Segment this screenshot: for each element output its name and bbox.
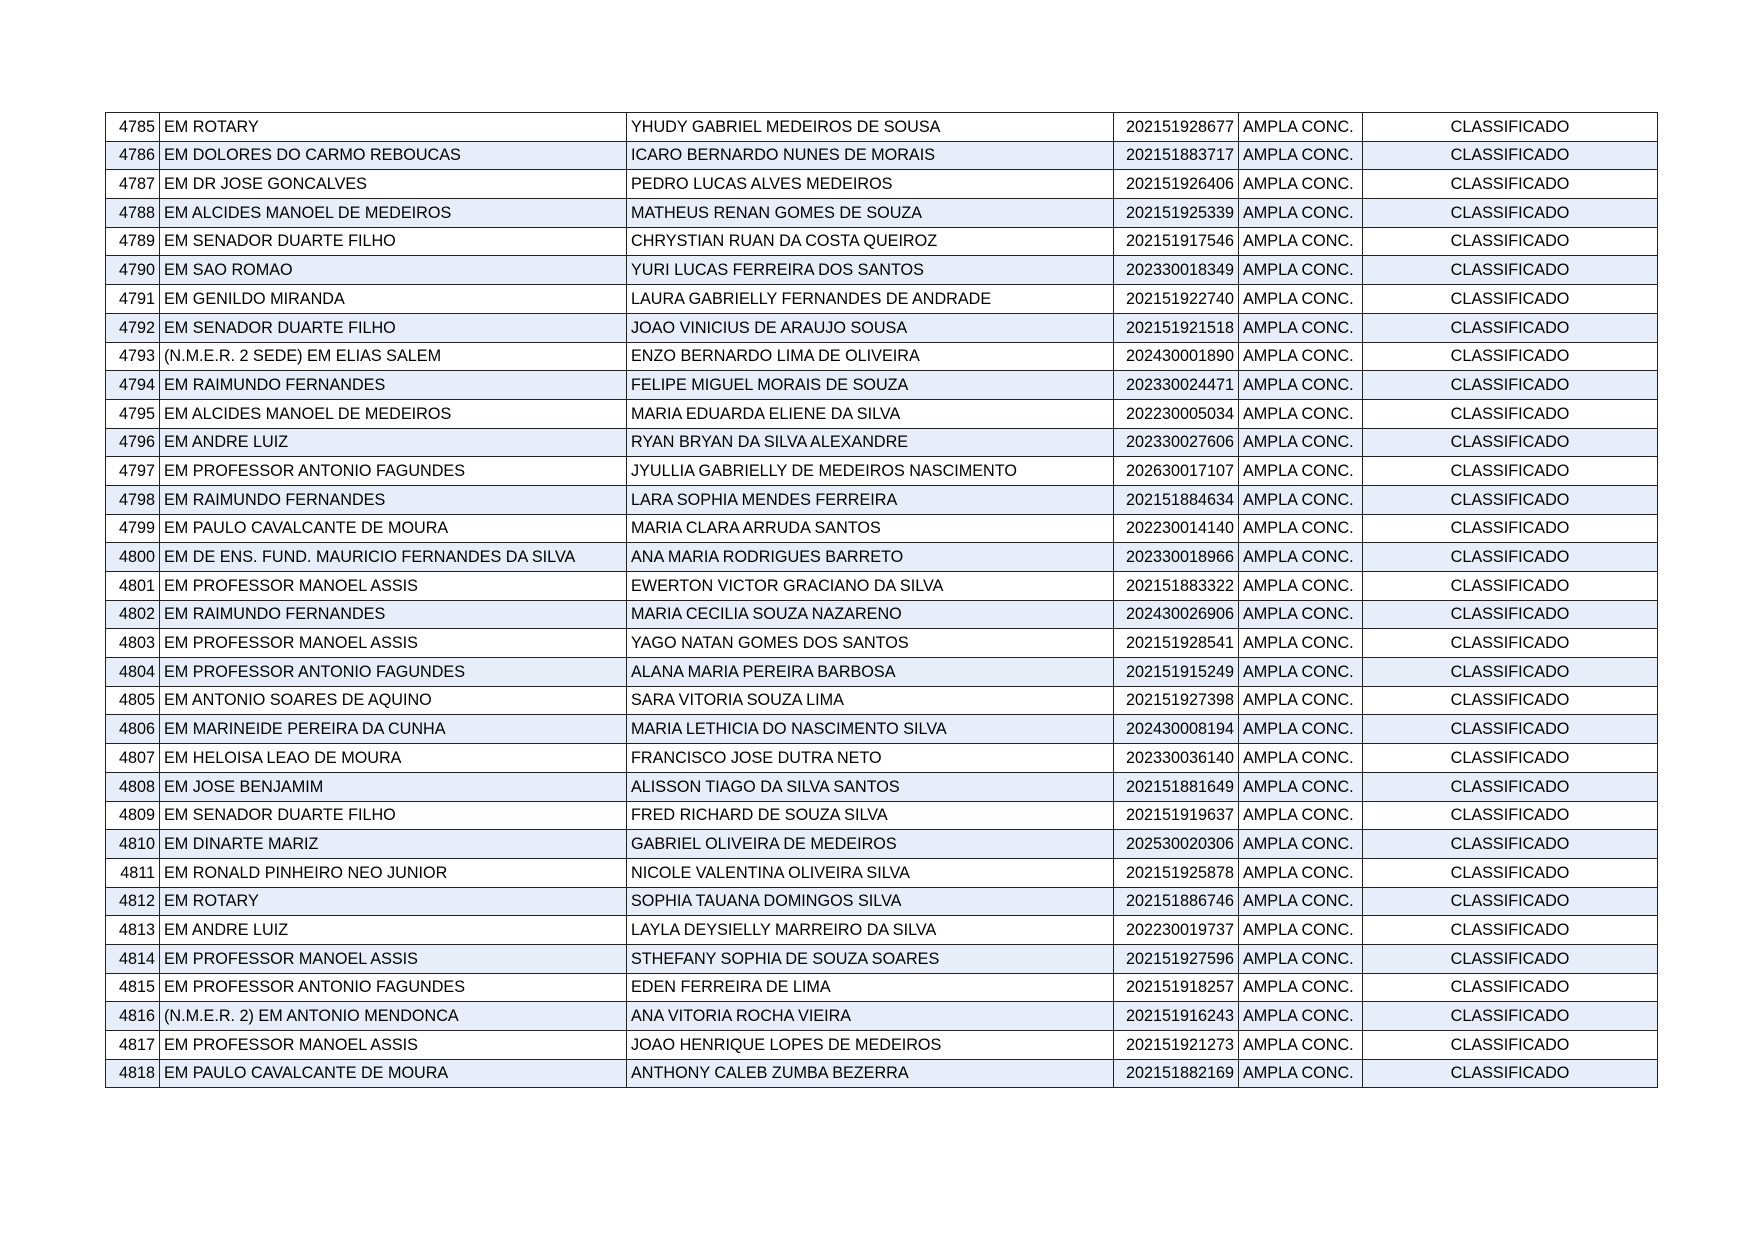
row-number: 4791 — [106, 285, 160, 314]
table-row — [106, 543, 1658, 572]
status-cell: CLASSIFICADO — [1363, 1031, 1658, 1060]
quota-cell: AMPLA CONC. — [1239, 600, 1363, 629]
quota-cell: AMPLA CONC. — [1239, 1002, 1363, 1031]
quota-cell: AMPLA CONC. — [1239, 944, 1363, 973]
student-name-cell: NICOLE VALENTINA OLIVEIRA SILVA — [627, 858, 1114, 887]
status-cell: CLASSIFICADO — [1363, 916, 1658, 945]
row-number: 4811 — [106, 858, 160, 887]
quota-cell: AMPLA CONC. — [1239, 170, 1363, 199]
school-cell: EM PROFESSOR ANTONIO FAGUNDES — [160, 658, 627, 687]
quota-cell: AMPLA CONC. — [1239, 399, 1363, 428]
registration-cell: 202530020306 — [1114, 830, 1239, 859]
registration-cell: 202151886746 — [1114, 887, 1239, 916]
row-number: 4815 — [106, 973, 160, 1002]
row-number: 4797 — [106, 457, 160, 486]
row-number: 4796 — [106, 428, 160, 457]
school-cell: EM ANTONIO SOARES DE AQUINO — [160, 686, 627, 715]
student-name-cell: ANA MARIA RODRIGUES BARRETO — [627, 543, 1114, 572]
registration-cell: 202230019737 — [1114, 916, 1239, 945]
registration-cell: 202430026906 — [1114, 600, 1239, 629]
row-number: 4790 — [106, 256, 160, 285]
status-cell: CLASSIFICADO — [1363, 342, 1658, 371]
quota-cell: AMPLA CONC. — [1239, 457, 1363, 486]
registration-cell: 202151928541 — [1114, 629, 1239, 658]
school-cell: EM ANDRE LUIZ — [160, 916, 627, 945]
row-number: 4816 — [106, 1002, 160, 1031]
status-cell: CLASSIFICADO — [1363, 399, 1658, 428]
table-row — [106, 256, 1658, 285]
quota-cell: AMPLA CONC. — [1239, 1031, 1363, 1060]
row-number: 4803 — [106, 629, 160, 658]
status-cell: CLASSIFICADO — [1363, 772, 1658, 801]
registration-cell: 202151928677 — [1114, 113, 1239, 142]
registration-cell: 202330024471 — [1114, 371, 1239, 400]
school-cell: EM MARINEIDE PEREIRA DA CUNHA — [160, 715, 627, 744]
table-row — [106, 1031, 1658, 1060]
student-name-cell: GABRIEL OLIVEIRA DE MEDEIROS — [627, 830, 1114, 859]
row-number: 4807 — [106, 744, 160, 773]
quota-cell: AMPLA CONC. — [1239, 227, 1363, 256]
table-row — [106, 629, 1658, 658]
quota-cell: AMPLA CONC. — [1239, 658, 1363, 687]
row-number: 4805 — [106, 686, 160, 715]
row-number: 4793 — [106, 342, 160, 371]
student-name-cell: MATHEUS RENAN GOMES DE SOUZA — [627, 199, 1114, 228]
status-cell: CLASSIFICADO — [1363, 285, 1658, 314]
quota-cell: AMPLA CONC. — [1239, 772, 1363, 801]
row-number: 4813 — [106, 916, 160, 945]
student-name-cell: ANA VITORIA ROCHA VIEIRA — [627, 1002, 1114, 1031]
registration-cell: 202151922740 — [1114, 285, 1239, 314]
quota-cell: AMPLA CONC. — [1239, 141, 1363, 170]
registration-cell: 202151915249 — [1114, 658, 1239, 687]
table-row — [106, 113, 1658, 142]
school-cell: EM HELOISA LEAO DE MOURA — [160, 744, 627, 773]
table-row — [106, 572, 1658, 601]
status-cell: CLASSIFICADO — [1363, 170, 1658, 199]
school-cell: EM RAIMUNDO FERNANDES — [160, 485, 627, 514]
school-cell: EM SENADOR DUARTE FILHO — [160, 227, 627, 256]
quota-cell: AMPLA CONC. — [1239, 428, 1363, 457]
school-cell: EM ALCIDES MANOEL DE MEDEIROS — [160, 399, 627, 428]
school-cell: (N.M.E.R. 2) EM ANTONIO MENDONCA — [160, 1002, 627, 1031]
status-cell: CLASSIFICADO — [1363, 428, 1658, 457]
table-row — [106, 858, 1658, 887]
school-cell: EM PROFESSOR MANOEL ASSIS — [160, 944, 627, 973]
status-cell: CLASSIFICADO — [1363, 1002, 1658, 1031]
quota-cell: AMPLA CONC. — [1239, 199, 1363, 228]
status-cell: CLASSIFICADO — [1363, 313, 1658, 342]
row-number: 4808 — [106, 772, 160, 801]
student-name-cell: YHUDY GABRIEL MEDEIROS DE SOUSA — [627, 113, 1114, 142]
row-number: 4809 — [106, 801, 160, 830]
school-cell: EM ALCIDES MANOEL DE MEDEIROS — [160, 199, 627, 228]
status-cell: CLASSIFICADO — [1363, 801, 1658, 830]
status-cell: CLASSIFICADO — [1363, 858, 1658, 887]
quota-cell: AMPLA CONC. — [1239, 1059, 1363, 1088]
student-name-cell: PEDRO LUCAS ALVES MEDEIROS — [627, 170, 1114, 199]
quota-cell: AMPLA CONC. — [1239, 113, 1363, 142]
student-name-cell: MARIA CECILIA SOUZA NAZARENO — [627, 600, 1114, 629]
quota-cell: AMPLA CONC. — [1239, 256, 1363, 285]
registration-cell: 202151881649 — [1114, 772, 1239, 801]
table-row — [106, 199, 1658, 228]
status-cell: CLASSIFICADO — [1363, 371, 1658, 400]
student-name-cell: FRED RICHARD DE SOUZA SILVA — [627, 801, 1114, 830]
student-name-cell: JOAO HENRIQUE LOPES DE MEDEIROS — [627, 1031, 1114, 1060]
row-number: 4798 — [106, 485, 160, 514]
student-name-cell: CHRYSTIAN RUAN DA COSTA QUEIROZ — [627, 227, 1114, 256]
row-number: 4817 — [106, 1031, 160, 1060]
school-cell: (N.M.E.R. 2 SEDE) EM ELIAS SALEM — [160, 342, 627, 371]
status-cell: CLASSIFICADO — [1363, 629, 1658, 658]
student-name-cell: ALANA MARIA PEREIRA BARBOSA — [627, 658, 1114, 687]
status-cell: CLASSIFICADO — [1363, 715, 1658, 744]
school-cell: EM GENILDO MIRANDA — [160, 285, 627, 314]
table-row — [106, 973, 1658, 1002]
school-cell: EM PROFESSOR MANOEL ASSIS — [160, 1031, 627, 1060]
row-number: 4794 — [106, 371, 160, 400]
status-cell: CLASSIFICADO — [1363, 658, 1658, 687]
status-cell: CLASSIFICADO — [1363, 227, 1658, 256]
quota-cell: AMPLA CONC. — [1239, 801, 1363, 830]
registration-cell: 202151917546 — [1114, 227, 1239, 256]
quota-cell: AMPLA CONC. — [1239, 858, 1363, 887]
quota-cell: AMPLA CONC. — [1239, 715, 1363, 744]
student-name-cell: ANTHONY CALEB ZUMBA BEZERRA — [627, 1059, 1114, 1088]
quota-cell: AMPLA CONC. — [1239, 830, 1363, 859]
quota-cell: AMPLA CONC. — [1239, 916, 1363, 945]
status-cell: CLASSIFICADO — [1363, 686, 1658, 715]
row-number: 4787 — [106, 170, 160, 199]
student-name-cell: YAGO NATAN GOMES DOS SANTOS — [627, 629, 1114, 658]
registration-cell: 202230005034 — [1114, 399, 1239, 428]
student-name-cell: FRANCISCO JOSE DUTRA NETO — [627, 744, 1114, 773]
quota-cell: AMPLA CONC. — [1239, 887, 1363, 916]
school-cell: EM RAIMUNDO FERNANDES — [160, 371, 627, 400]
student-name-cell: LAYLA DEYSIELLY MARREIRO DA SILVA — [627, 916, 1114, 945]
quota-cell: AMPLA CONC. — [1239, 285, 1363, 314]
table-row — [106, 514, 1658, 543]
row-number: 4812 — [106, 887, 160, 916]
school-cell: EM PAULO CAVALCANTE DE MOURA — [160, 1059, 627, 1088]
student-name-cell: LAURA GABRIELLY FERNANDES DE ANDRADE — [627, 285, 1114, 314]
student-name-cell: ENZO BERNARDO LIMA DE OLIVEIRA — [627, 342, 1114, 371]
status-cell: CLASSIFICADO — [1363, 485, 1658, 514]
status-cell: CLASSIFICADO — [1363, 944, 1658, 973]
table-row — [106, 399, 1658, 428]
student-name-cell: MARIA LETHICIA DO NASCIMENTO SILVA — [627, 715, 1114, 744]
row-number: 4795 — [106, 399, 160, 428]
student-name-cell: SARA VITORIA SOUZA LIMA — [627, 686, 1114, 715]
school-cell: EM JOSE BENJAMIM — [160, 772, 627, 801]
table-row — [106, 457, 1658, 486]
registration-cell: 202151882169 — [1114, 1059, 1239, 1088]
registration-cell: 202151884634 — [1114, 485, 1239, 514]
classification-table — [105, 112, 1658, 1088]
registration-cell: 202630017107 — [1114, 457, 1239, 486]
status-cell: CLASSIFICADO — [1363, 887, 1658, 916]
school-cell: EM ROTARY — [160, 887, 627, 916]
status-cell: CLASSIFICADO — [1363, 973, 1658, 1002]
status-cell: CLASSIFICADO — [1363, 256, 1658, 285]
row-number: 4785 — [106, 113, 160, 142]
table-row — [106, 1059, 1658, 1088]
student-name-cell: EDEN FERREIRA DE LIMA — [627, 973, 1114, 1002]
quota-cell: AMPLA CONC. — [1239, 629, 1363, 658]
student-name-cell: STHEFANY SOPHIA DE SOUZA SOARES — [627, 944, 1114, 973]
quota-cell: AMPLA CONC. — [1239, 485, 1363, 514]
school-cell: EM SENADOR DUARTE FILHO — [160, 801, 627, 830]
quota-cell: AMPLA CONC. — [1239, 514, 1363, 543]
school-cell: EM RONALD PINHEIRO NEO JUNIOR — [160, 858, 627, 887]
registration-cell: 202151927398 — [1114, 686, 1239, 715]
table-row — [106, 141, 1658, 170]
table-row — [106, 715, 1658, 744]
row-number: 4792 — [106, 313, 160, 342]
student-name-cell: JOAO VINICIUS DE ARAUJO SOUSA — [627, 313, 1114, 342]
table-row — [106, 658, 1658, 687]
registration-cell: 202151927596 — [1114, 944, 1239, 973]
school-cell: EM DR JOSE GONCALVES — [160, 170, 627, 199]
student-name-cell: JYULLIA GABRIELLY DE MEDEIROS NASCIMENTO — [627, 457, 1114, 486]
registration-cell: 202151925878 — [1114, 858, 1239, 887]
student-name-cell: ICARO BERNARDO NUNES DE MORAIS — [627, 141, 1114, 170]
row-number: 4800 — [106, 543, 160, 572]
registration-cell: 202430008194 — [1114, 715, 1239, 744]
student-name-cell: RYAN BRYAN DA SILVA ALEXANDRE — [627, 428, 1114, 457]
table-row — [106, 600, 1658, 629]
registration-cell: 202151883717 — [1114, 141, 1239, 170]
registration-cell: 202151921273 — [1114, 1031, 1239, 1060]
row-number: 4789 — [106, 227, 160, 256]
row-number: 4810 — [106, 830, 160, 859]
status-cell: CLASSIFICADO — [1363, 572, 1658, 601]
registration-cell: 202430001890 — [1114, 342, 1239, 371]
table-row — [106, 1002, 1658, 1031]
school-cell: EM PROFESSOR ANTONIO FAGUNDES — [160, 973, 627, 1002]
row-number: 4804 — [106, 658, 160, 687]
quota-cell: AMPLA CONC. — [1239, 371, 1363, 400]
table-row — [106, 744, 1658, 773]
table-row — [106, 772, 1658, 801]
quota-cell: AMPLA CONC. — [1239, 342, 1363, 371]
registration-cell: 202151926406 — [1114, 170, 1239, 199]
student-name-cell: SOPHIA TAUANA DOMINGOS SILVA — [627, 887, 1114, 916]
table-row — [106, 371, 1658, 400]
school-cell: EM PROFESSOR ANTONIO FAGUNDES — [160, 457, 627, 486]
table-row — [106, 944, 1658, 973]
row-number: 4806 — [106, 715, 160, 744]
row-number: 4799 — [106, 514, 160, 543]
row-number: 4814 — [106, 944, 160, 973]
row-number: 4788 — [106, 199, 160, 228]
table-row — [106, 916, 1658, 945]
row-number: 4818 — [106, 1059, 160, 1088]
school-cell: EM DINARTE MARIZ — [160, 830, 627, 859]
quota-cell: AMPLA CONC. — [1239, 313, 1363, 342]
registration-cell: 202151916243 — [1114, 1002, 1239, 1031]
table-row — [106, 170, 1658, 199]
table-row — [106, 285, 1658, 314]
table-row — [106, 801, 1658, 830]
school-cell: EM ANDRE LUIZ — [160, 428, 627, 457]
school-cell: EM RAIMUNDO FERNANDES — [160, 600, 627, 629]
quota-cell: AMPLA CONC. — [1239, 543, 1363, 572]
school-cell: EM SAO ROMAO — [160, 256, 627, 285]
table-row — [106, 485, 1658, 514]
student-name-cell: YURI LUCAS FERREIRA DOS SANTOS — [627, 256, 1114, 285]
registration-cell: 202151921518 — [1114, 313, 1239, 342]
status-cell: CLASSIFICADO — [1363, 1059, 1658, 1088]
status-cell: CLASSIFICADO — [1363, 141, 1658, 170]
school-cell: EM PROFESSOR MANOEL ASSIS — [160, 629, 627, 658]
student-name-cell: LARA SOPHIA MENDES FERREIRA — [627, 485, 1114, 514]
quota-cell: AMPLA CONC. — [1239, 744, 1363, 773]
status-cell: CLASSIFICADO — [1363, 600, 1658, 629]
table-row — [106, 313, 1658, 342]
status-cell: CLASSIFICADO — [1363, 744, 1658, 773]
registration-cell: 202230014140 — [1114, 514, 1239, 543]
quota-cell: AMPLA CONC. — [1239, 686, 1363, 715]
row-number: 4801 — [106, 572, 160, 601]
table-row — [106, 342, 1658, 371]
registration-cell: 202330027606 — [1114, 428, 1239, 457]
registration-cell: 202330018966 — [1114, 543, 1239, 572]
status-cell: CLASSIFICADO — [1363, 113, 1658, 142]
table-row — [106, 830, 1658, 859]
student-name-cell: MARIA CLARA ARRUDA SANTOS — [627, 514, 1114, 543]
status-cell: CLASSIFICADO — [1363, 199, 1658, 228]
table-row — [106, 686, 1658, 715]
status-cell: CLASSIFICADO — [1363, 457, 1658, 486]
registration-cell: 202330036140 — [1114, 744, 1239, 773]
row-number: 4802 — [106, 600, 160, 629]
student-name-cell: FELIPE MIGUEL MORAIS DE SOUZA — [627, 371, 1114, 400]
school-cell: EM PROFESSOR MANOEL ASSIS — [160, 572, 627, 601]
registration-cell: 202330018349 — [1114, 256, 1239, 285]
registration-cell: 202151919637 — [1114, 801, 1239, 830]
school-cell: EM ROTARY — [160, 113, 627, 142]
row-number: 4786 — [106, 141, 160, 170]
status-cell: CLASSIFICADO — [1363, 543, 1658, 572]
registration-cell: 202151918257 — [1114, 973, 1239, 1002]
student-name-cell: MARIA EDUARDA ELIENE DA SILVA — [627, 399, 1114, 428]
student-name-cell: ALISSON TIAGO DA SILVA SANTOS — [627, 772, 1114, 801]
table-row — [106, 428, 1658, 457]
school-cell: EM SENADOR DUARTE FILHO — [160, 313, 627, 342]
table-row — [106, 887, 1658, 916]
school-cell: EM PAULO CAVALCANTE DE MOURA — [160, 514, 627, 543]
student-name-cell: EWERTON VICTOR GRACIANO DA SILVA — [627, 572, 1114, 601]
registration-cell: 202151925339 — [1114, 199, 1239, 228]
registration-cell: 202151883322 — [1114, 572, 1239, 601]
table-body — [106, 113, 1658, 1088]
school-cell: EM DE ENS. FUND. MAURICIO FERNANDES DA SILVA — [160, 543, 627, 572]
school-cell: EM DOLORES DO CARMO REBOUCAS — [160, 141, 627, 170]
quota-cell: AMPLA CONC. — [1239, 973, 1363, 1002]
table-row — [106, 227, 1658, 256]
status-cell: CLASSIFICADO — [1363, 514, 1658, 543]
status-cell: CLASSIFICADO — [1363, 830, 1658, 859]
quota-cell: AMPLA CONC. — [1239, 572, 1363, 601]
